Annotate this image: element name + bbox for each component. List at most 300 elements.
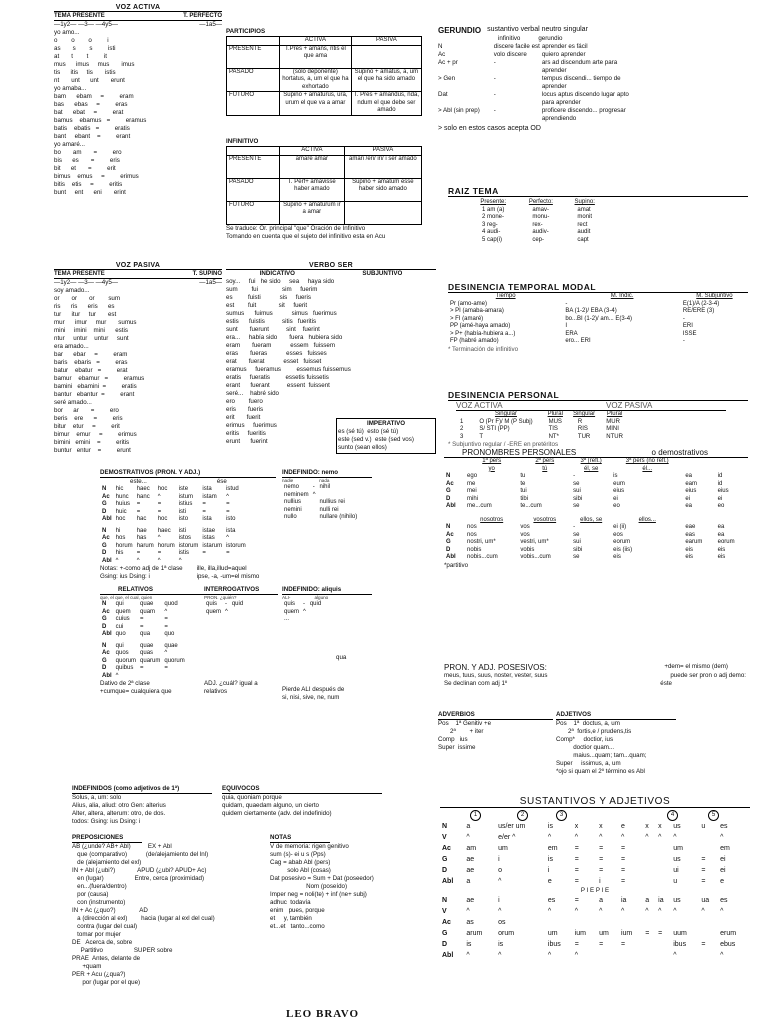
- dt-row-cell: PP (amé-haya amado): [450, 323, 511, 329]
- pronombres-sing-row-cell: te...cum: [520, 503, 542, 509]
- infinitivo-title: INFINITIVO: [226, 138, 259, 145]
- pronombres-plur-row-cell: eis: [685, 554, 693, 560]
- demostrativos-ese: ése: [216, 478, 227, 485]
- pronombres-plur-row-cell: ea: [717, 524, 725, 530]
- pronombres-plur-row-cell: Abl: [446, 554, 456, 560]
- notas-section: [270, 834, 430, 931]
- sust-plur-row-cell: ^: [466, 908, 470, 915]
- nemo-section: [282, 469, 372, 522]
- gerundio-lat: volo discere: [493, 51, 527, 58]
- pronombres-plur-row-cell: vos: [520, 531, 530, 538]
- pronombres-plur-row: [444, 547, 748, 555]
- sust-sing-row-cell: u: [673, 878, 678, 885]
- sust-plur-row-cell: as: [466, 919, 474, 926]
- raiz-row-cell: 3 reg-: [482, 221, 498, 228]
- infinitivo-table: [226, 146, 422, 225]
- pronombres-plur-row: [444, 524, 748, 532]
- sust-plur-row: [440, 917, 750, 928]
- infinitivo-row-label: PRESENTE: [227, 155, 280, 178]
- gerundio-title: GERUNDIO: [438, 26, 482, 35]
- voz-activa-row: tis itis tis istis: [54, 69, 116, 76]
- sust-sing-row-cell: =: [620, 845, 626, 852]
- rel-plur-row: [100, 643, 187, 651]
- dem-sing-row-cell: istud: [226, 486, 239, 492]
- voz-activa-row: yo amo...: [54, 29, 80, 36]
- sust-plur-row-cell: um: [599, 930, 609, 937]
- ali-row-cell: [301, 616, 308, 624]
- pronombres-plur-row-cell: ea: [717, 531, 725, 538]
- voz-activa-rows: [54, 29, 222, 197]
- relativos-section: [100, 586, 210, 696]
- participio-row-pasiva: Supino + amatus, a, um el que ha sido amado: [351, 68, 421, 92]
- int-row-cell: quem: [206, 608, 222, 615]
- dem-plur-row: [100, 558, 248, 566]
- equivocos-section: [222, 785, 382, 818]
- pronombres-plur-row-cell: sui: [573, 539, 581, 545]
- sust-plur-row-cell: ebus: [720, 941, 736, 948]
- dp-row-cell: 1: [460, 418, 464, 425]
- voz-activa-section: [54, 4, 222, 197]
- pronombres-sing-row-cell: eius: [613, 488, 625, 494]
- sust-sing-row-cell: [656, 843, 671, 854]
- rel-plur-row-cell: Abl: [102, 672, 112, 679]
- participio-row-label: FUTURO: [227, 92, 280, 116]
- pronombres-plur-row-cell: eorum: [717, 539, 735, 545]
- sust-plur-row-cell: ^: [599, 908, 603, 915]
- sust-sing-row-cell: e: [547, 878, 552, 885]
- dem-sing-row-cell: =: [202, 501, 206, 507]
- rel-plur-row-cell: Ac: [102, 650, 110, 656]
- dt-row: [448, 331, 748, 339]
- declension-number: 1: [470, 810, 481, 821]
- sust-plur-row-cell: V: [442, 908, 447, 915]
- dem-sing-row-cell: hac: [136, 516, 147, 522]
- rel-sing-row-cell: ^: [164, 608, 168, 615]
- pronombres-sing-row-cell: tui: [520, 488, 527, 494]
- gerundio-section: [438, 26, 638, 133]
- verbo-ser-row: eram fueram essem fuissem: [226, 342, 335, 349]
- sust-sing-row-cell: [643, 854, 656, 865]
- nemo-row-cell: [311, 499, 318, 507]
- voz-activa-row: mus imus mus imus: [54, 61, 135, 68]
- preposicion-row: PRAE Antes, delante de: [72, 955, 141, 962]
- dp-row-cell: O (Pr F)/ M (P Subj): [479, 418, 533, 425]
- pronombres-sing-row-cell: me: [467, 480, 476, 487]
- pronombres-sing-row-cell: eo: [717, 503, 725, 509]
- indefinidos-line-4: todos: Gsing: ius Dsing: i: [72, 818, 141, 825]
- voz-activa-row: as s s isti: [54, 45, 116, 52]
- pronombres-plur-row: [444, 554, 748, 562]
- dem-plur-row-cell: D: [102, 550, 107, 556]
- pronombres-plur-row-cell: vestri, um*: [520, 539, 549, 545]
- sust-plur-row-cell: ^: [498, 952, 502, 959]
- voz-pasiva-row: ntur untur untur sunt: [54, 335, 129, 342]
- preposicion-row: IN + Abl (¿ubi?) APUD (¿ubi? APUD+ Ac): [72, 867, 207, 874]
- sust-plur-row-cell: =: [701, 941, 706, 948]
- raiz-row: [468, 214, 606, 222]
- dem-plur-row-cell: N: [102, 527, 107, 534]
- adverbios-section: [438, 711, 553, 752]
- nemo-row-cell: neminem: [284, 491, 309, 498]
- rel-sing-row-cell: cuius: [115, 616, 130, 622]
- sust-sing-row: [440, 821, 750, 832]
- nemo-title: INDEFINIDO: nemo: [282, 469, 372, 478]
- indefinidos-line-1: Solus, a, um: solo: [72, 794, 122, 801]
- sust-plur-row-cell: ium: [574, 930, 586, 937]
- pronombres-plur-row-cell: nos: [467, 524, 477, 530]
- pronombres-sing-row-cell: Abl: [446, 503, 456, 509]
- pronombres-sing-row: [444, 496, 748, 504]
- int-row-cell: quid: [231, 601, 244, 607]
- rel-sing-row-cell: =: [140, 623, 144, 630]
- sust-sing-row-cell: =: [620, 878, 626, 885]
- sust-sing-row: [440, 832, 750, 843]
- sust-sing-row-cell: is: [547, 856, 553, 863]
- dem-plur-row-cell: [224, 558, 248, 566]
- sust-plur-row-cell: G: [442, 930, 448, 937]
- pronombres-plur-row-cell: eis: [717, 546, 726, 553]
- verbo-ser-row: erimus fuerimus: [226, 422, 277, 429]
- aliquis-sub-2: alguno: [314, 595, 329, 600]
- sust-sing-row-cell: ^: [599, 834, 603, 841]
- sust-plur-row-cell: ^: [498, 908, 502, 915]
- int-row: [204, 609, 245, 617]
- dem-sing-row-cell: haec: [136, 486, 150, 492]
- dem-plur-row-cell: istae: [202, 527, 216, 534]
- dem-sing-row-cell: hunc: [115, 493, 129, 500]
- equivocos-line-2: quidam, quaedam alguno, un cierto: [222, 802, 320, 809]
- voz-pasiva-row: baris ebaris = eras: [54, 359, 128, 366]
- sust-sing-row-cell: ei: [720, 867, 726, 874]
- int-row: [204, 601, 245, 609]
- sust-plur-row: [440, 928, 750, 939]
- sust-sing-row-cell: ae: [466, 867, 475, 874]
- rel-plur-row-cell: [138, 673, 162, 681]
- sust-plur-row: [440, 939, 750, 950]
- dem-plur-row-cell: istorum: [226, 542, 246, 549]
- dem-plur-row-cell: horum: [115, 542, 133, 549]
- sust-plur-row-cell: D: [442, 941, 448, 948]
- sust-plur-row-cell: arum: [466, 930, 483, 937]
- pronombres-sing-sub: él...: [642, 465, 653, 472]
- sust-plur-row-cell: ^: [720, 952, 724, 959]
- sust-sing-row-cell: N: [442, 823, 448, 830]
- demostrativos-section: [100, 469, 276, 581]
- dem-sing-row-cell: =: [157, 508, 162, 515]
- sust-sing-row-cell: =: [620, 856, 626, 863]
- pronombres-plur-row-cell: eis: [685, 546, 693, 553]
- interrogativos-title: INTERROGATIVOS: [204, 586, 278, 595]
- rel-plur-row-cell: quos: [115, 650, 129, 656]
- declension-number: 4: [667, 810, 678, 821]
- rel-plur-row-cell: ^: [164, 650, 168, 656]
- participio-row-label: PRESENTE: [227, 45, 280, 68]
- imperativo-title: IMPERATIVO: [366, 420, 406, 427]
- sust-plur-row-cell: ia: [658, 897, 664, 904]
- dem-sing-row-cell: istum: [178, 493, 194, 500]
- dem-plur-row-cell: his: [115, 550, 124, 556]
- pronombres-sing-row-cell: N: [446, 473, 451, 479]
- sust-sing-row-cell: [643, 843, 656, 854]
- interrogativos-sub: PRON. ¿quién?: [204, 595, 237, 600]
- preposicion-row: por (causa): [72, 891, 109, 898]
- rel-plur-row-cell: quas: [140, 650, 154, 656]
- gerundio-case: > Gen: [438, 75, 456, 82]
- sust-plur-row-cell: erum: [720, 930, 737, 937]
- sust-plur-row-cell: ^: [645, 908, 649, 915]
- pronombres-header: 3ª pers (no refl.): [625, 458, 669, 464]
- raiz-row: [468, 237, 606, 245]
- sust-plur-row-cell: ium: [620, 930, 633, 937]
- pronombres-sing-row-cell: eius: [717, 488, 729, 494]
- voz-pasiva-row: bor ar = ero: [54, 407, 119, 414]
- sust-sing-row-cell: i: [498, 856, 500, 863]
- pronombres-table: [444, 458, 748, 562]
- gerundio-case: N: [438, 43, 443, 50]
- sust-plur-row-cell: [656, 950, 671, 961]
- raiz-row-cell: amat: [577, 206, 591, 213]
- int-row-cell: [230, 609, 245, 617]
- sust-plur-row-cell: =: [574, 897, 579, 904]
- pronombres-plur-sub: ellos...: [638, 516, 656, 523]
- verbo-ser-row: eramus fueramus essemus fuissemus: [226, 366, 351, 373]
- nemo-row-cell: ^: [312, 491, 316, 498]
- nota-row: enim pues, porque: [270, 907, 325, 914]
- pronombres-sing-row-cell: ea: [685, 503, 692, 509]
- voz-pasiva-row: soy amado...: [54, 287, 90, 294]
- nota-row: et...et tanto...como: [270, 923, 325, 930]
- pronombres-sing-row-cell: eo: [613, 503, 620, 509]
- pronombres-plur-row-cell: eos: [613, 531, 623, 538]
- voz-pasiva-row: bar ebar = eram: [54, 351, 128, 358]
- sust-plur-row-cell: es: [547, 897, 556, 904]
- participio-row-label: PASADO: [227, 68, 280, 92]
- verbo-ser-row: sumus fuimus simus fuerimus: [226, 310, 337, 317]
- verbo-ser-row: es fuisti sis fueris: [226, 294, 311, 301]
- pronombres-sing-row-cell: sui: [573, 488, 581, 494]
- pronombres-plur-row-cell: nos: [467, 531, 477, 538]
- sust-plur-row-cell: uum: [673, 930, 687, 937]
- rel-sing-row-cell: =: [164, 616, 168, 622]
- sust-plur-row-cell: um: [547, 930, 558, 937]
- dp-row-cell: 3: [460, 433, 464, 440]
- sust-plur-row-cell: =: [620, 941, 626, 948]
- sust-plur-row: [440, 906, 750, 917]
- sust-plur-row-cell: [597, 950, 619, 961]
- sust-sing-row-cell: =: [574, 867, 579, 874]
- verbo-ser-row: eritis fueritis: [226, 430, 266, 437]
- sust-sing-row-cell: x: [574, 823, 579, 830]
- sust-plur-row-cell: [656, 939, 671, 950]
- indicativo-header: INDICATIVO: [259, 270, 295, 277]
- sust-sing-row-cell: e: [620, 823, 625, 830]
- sust-plur-row-cell: a: [599, 897, 603, 904]
- sust-plur-row-cell: [643, 950, 656, 961]
- imperativo-row: es (sé tú) esto (sé tú): [338, 428, 399, 435]
- sust-plur-row-cell: ^: [547, 908, 552, 915]
- pronombres-sing-row: [444, 503, 748, 511]
- dem-plur-row-cell: ista: [226, 527, 236, 534]
- dem-plur-row-cell: =: [226, 550, 230, 556]
- voz-activa-row: bant ebant = erant: [54, 133, 131, 140]
- gerundio-row: [438, 107, 638, 123]
- pronombres-plur-sub: vosotros: [533, 516, 557, 523]
- ali-row: [282, 609, 323, 617]
- author-signature: LEO BRAVO: [286, 1008, 360, 1020]
- dt-row-cell: > P+ (había-hubiera a...): [450, 330, 516, 337]
- gerundio-row: [438, 43, 638, 51]
- sust-sing-row-cell: [699, 843, 718, 854]
- dem-sing-row-cell: istius: [178, 501, 193, 507]
- voz-activa-row: bunt ent eni erint: [54, 189, 126, 196]
- pronombres-sing-row: [444, 473, 748, 481]
- sust-plur-row-cell: ^: [658, 908, 662, 915]
- raiz-row-cell: rect: [577, 221, 588, 228]
- nemo-row-cell: nullius rei: [319, 499, 345, 505]
- demostrativos-este: este...: [130, 478, 147, 485]
- sust-sing-row-cell: Ac: [442, 845, 451, 852]
- rel-plur-row: [100, 658, 187, 666]
- raiz-row-cell: audiv-: [532, 229, 549, 235]
- demostrativos-note-2: Gsing: ius Dsing: i: [100, 573, 150, 580]
- posesivos-dem-2: puede ser pron o adj demo:: [670, 672, 746, 679]
- desinencia-temporal-title: DESINENCIA TEMPORAL MODAL: [448, 282, 748, 293]
- perfect-groups: —1a5—: [199, 21, 222, 28]
- voz-activa-row: o o o i: [54, 37, 109, 44]
- raiz-row-cell: 2 mone-: [482, 214, 505, 220]
- verbo-ser-row: seré... habré sido: [226, 390, 279, 397]
- dt-row-cell: FP (habré amado): [450, 338, 499, 344]
- dem-sing-row-cell: ista: [202, 486, 212, 492]
- sust-plur-row: [440, 950, 750, 961]
- pronombres-plur-row-cell: sibi: [573, 546, 583, 553]
- pronombres-sing-row-cell: tibi: [520, 495, 529, 502]
- gerundio-lat: -: [493, 75, 496, 82]
- imperativo-row: este (sed v.) este (sed vos): [338, 436, 414, 443]
- sust-sing-row-cell: =: [574, 856, 579, 863]
- demostrativos-note-3: ille, illa,illud=aquel: [196, 565, 247, 572]
- sust-sing-row-cell: =: [574, 878, 579, 885]
- dem-plur-row-cell: isti: [178, 527, 187, 534]
- nemo-row-cell: -: [312, 484, 315, 490]
- gerundio-lat: -: [493, 59, 496, 66]
- pronombres-sing-row-cell: Ac: [446, 480, 454, 487]
- gerundio-row: [438, 59, 638, 75]
- int-row-cell: -: [225, 601, 228, 607]
- sust-sing-row-cell: =: [620, 867, 626, 874]
- infinitivo-row: [227, 155, 422, 178]
- participios-table: [226, 36, 422, 116]
- nota-row: adhuc todavía: [270, 899, 311, 906]
- pronombres-sing-row-cell: ea: [685, 473, 692, 479]
- voz-activa-row: yo amaba...: [54, 85, 87, 92]
- adjetivos-section: [556, 711, 676, 776]
- preposicion-row: PER + Acu (¿qua?): [72, 971, 126, 978]
- infinitivo-row-label: FUTURO: [227, 201, 280, 224]
- dt-row-cell: bo...BI (1-2)/ am... E(3-4): [565, 315, 633, 322]
- dem-sing-row-cell: ^: [157, 493, 161, 500]
- sust-sing-row-cell: G: [442, 856, 448, 863]
- dem-sing-row-cell: =: [157, 501, 162, 507]
- rel-plur-row-cell: =: [164, 665, 168, 671]
- dem-plur-row: [100, 535, 248, 543]
- participio-row: [227, 45, 422, 68]
- indefinidos-section: [72, 785, 212, 826]
- dp-voz-pasiva-header: VOZ PASIVA: [606, 401, 726, 411]
- verbo-ser-row: soy... fui he sido sea haya sido: [226, 278, 335, 285]
- aliquis-extra: qua: [336, 653, 347, 661]
- raiz-row: [468, 207, 606, 215]
- rel-sing-row-cell: quo: [164, 631, 175, 637]
- rel-plur-row-cell: quarum: [140, 657, 161, 664]
- dt-row: [448, 338, 748, 346]
- sust-plur-row-cell: =: [658, 930, 663, 937]
- voz-pasiva-row: tur itur tur est: [54, 311, 117, 318]
- pronombres-plur-row-cell: nostri, um*: [467, 539, 496, 545]
- equivocos-title: EQUIVOCOS: [222, 785, 382, 794]
- pronombres-plur-row-cell: -: [573, 524, 576, 530]
- raiz-row-cell: 1 am (a): [482, 206, 505, 213]
- rel-sing-row-cell: D: [102, 623, 107, 630]
- rel-sing-row: [100, 624, 187, 632]
- desinencia-temporal-section: [448, 282, 748, 354]
- equivocos-line-3: quidem ciertamente (adv. del indefinido): [222, 810, 332, 817]
- posesivos-line-2: Se declinan com adj 1º: [444, 680, 508, 687]
- dem-sing-row-cell: isti: [178, 508, 187, 515]
- pronombres-sing-row-cell: ei: [685, 495, 690, 502]
- sust-plur-row-cell: ^: [574, 908, 579, 915]
- dt-header: M. Indic.: [610, 293, 634, 299]
- voz-activa-title: VOZ ACTIVA: [54, 4, 222, 12]
- sustantivos-title: SUSTANTIVOS Y ADJETIVOS: [440, 796, 750, 808]
- dt-row: [448, 316, 748, 324]
- sust-sing-row-cell: em: [547, 845, 558, 852]
- raiz-row-cell: rex-: [532, 221, 543, 228]
- sust-plur-row-cell: ^: [673, 952, 677, 959]
- preposicion-row: en (lugar) Entre, cerca (proximidad): [72, 875, 205, 882]
- pronombres-note: *partitivo: [444, 561, 469, 569]
- desinencia-personal-table: [452, 411, 631, 441]
- voz-activa-row: bis es = eris: [54, 157, 120, 164]
- voz-pasiva-row: or or or sum: [54, 295, 121, 302]
- dt-row-cell: E(1)/A (2-3-4): [682, 300, 720, 307]
- pasiva-presente-header: TEMA PRESENTE: [54, 271, 105, 277]
- sust-sing-row-cell: =: [701, 867, 706, 874]
- verbo-ser-row: era... había sido fuera hubiera sido: [226, 334, 343, 341]
- pronombres-sing-row-cell: mihi: [467, 495, 479, 502]
- sust-plur-row-cell: ae: [466, 897, 475, 904]
- dp-row-cell: R: [577, 418, 583, 425]
- relativos-title: RELATIVOS: [100, 586, 210, 595]
- verbo-ser-row: erat fuerat esset fuisset: [226, 358, 322, 365]
- sust-sing-row-cell: Abl: [442, 878, 454, 885]
- participio-row-activa: Supino + amaturus, ura, urum el que va a amar: [280, 92, 352, 116]
- sust-sing-row-cell: u: [701, 823, 706, 830]
- dem-sing-row-cell: huic: [115, 508, 127, 515]
- pronombres-sing-row-cell: id: [717, 480, 723, 487]
- pronombres-header: 3ª (refl.): [580, 458, 602, 464]
- sust-sing-row-cell: us: [673, 856, 681, 863]
- dem-sing-row-cell: =: [226, 501, 230, 507]
- relativos-sub: que, el que, el cual, quien: [100, 595, 153, 600]
- sust-plur-row-cell: ibus: [547, 941, 561, 948]
- sust-sing-row-cell: [656, 876, 671, 887]
- dem-sing-row-cell: G: [102, 501, 107, 507]
- pronombres-section: [444, 448, 748, 570]
- preposicion-row: de (alejamiento del exl): [72, 859, 142, 866]
- dem-sing-row-cell: Ac: [102, 493, 110, 500]
- ali-row-cell: ...: [284, 616, 290, 622]
